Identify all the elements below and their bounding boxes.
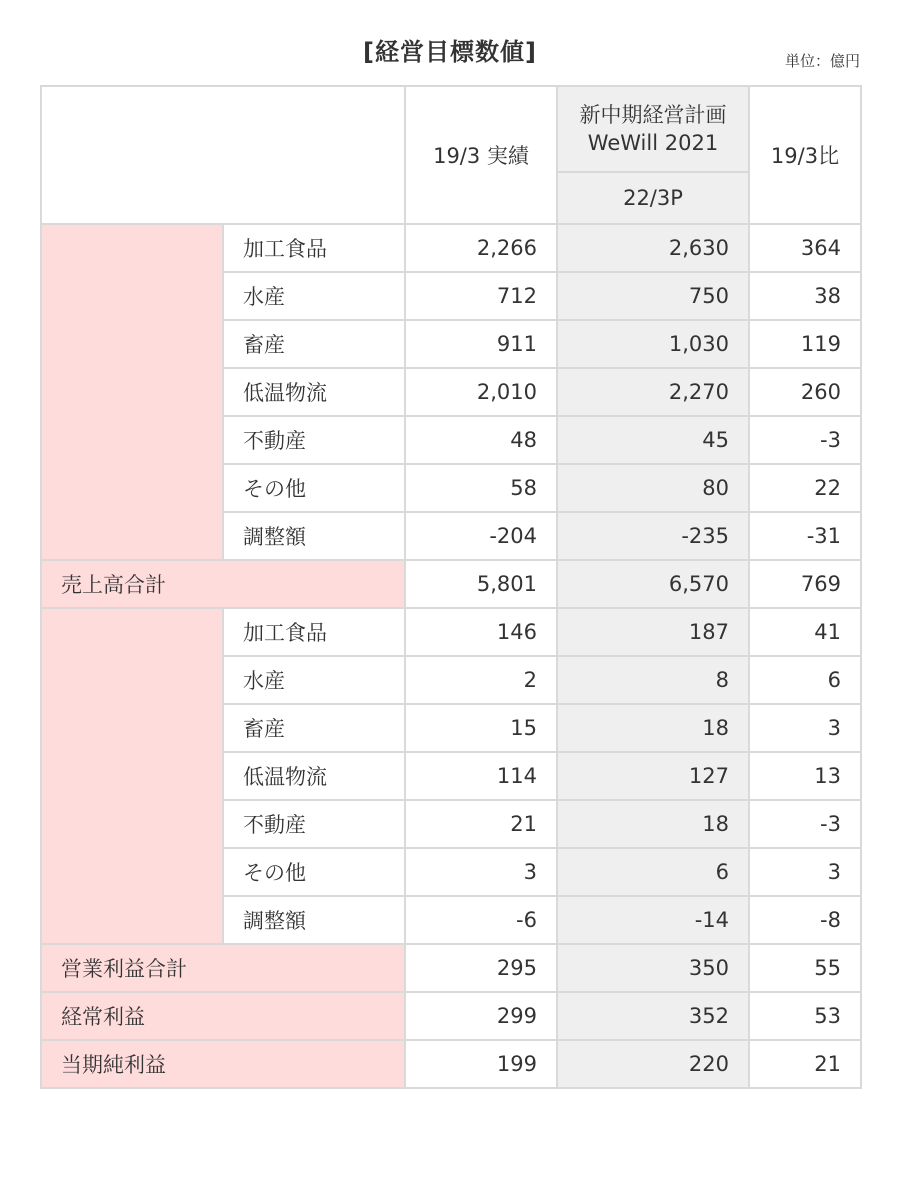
row-plan: 80 [557, 464, 749, 512]
row-label: 不動産 [223, 800, 405, 848]
row-plan: 187 [557, 608, 749, 656]
row-actual: 114 [405, 752, 557, 800]
row-label: 畜産 [223, 704, 405, 752]
row-actual: 48 [405, 416, 557, 464]
row-diff: 6 [749, 656, 861, 704]
row-actual: 146 [405, 608, 557, 656]
row-diff: 364 [749, 224, 861, 272]
op-total-row [41, 944, 861, 992]
header-plan-sub: 22/3P [557, 172, 749, 224]
row-plan: 2,270 [557, 368, 749, 416]
net-label: 当期純利益 [41, 1040, 405, 1088]
row-plan: 2,630 [557, 224, 749, 272]
row-label: 調整額 [223, 896, 405, 944]
row-label: 水産 [223, 656, 405, 704]
header-row [41, 86, 861, 172]
row-diff: 3 [749, 704, 861, 752]
row-label: 畜産 [223, 320, 405, 368]
ordinary-plan: 352 [557, 992, 749, 1040]
header-plan-title [557, 86, 749, 172]
row-diff: 260 [749, 368, 861, 416]
sales-total-row [41, 560, 861, 608]
row-label: 水産 [223, 272, 405, 320]
ordinary-diff: 53 [749, 992, 861, 1040]
row-actual: 911 [405, 320, 557, 368]
sales-group-cell [41, 224, 223, 560]
sales-total-plan: 6,570 [557, 560, 749, 608]
row-actual: 3 [405, 848, 557, 896]
row-actual: 21 [405, 800, 557, 848]
row-plan: 127 [557, 752, 749, 800]
row-actual: -6 [405, 896, 557, 944]
row-actual: -204 [405, 512, 557, 560]
row-actual: 712 [405, 272, 557, 320]
row-diff: 41 [749, 608, 861, 656]
row-diff: -8 [749, 896, 861, 944]
row-actual: 2,010 [405, 368, 557, 416]
row-plan: 6 [557, 848, 749, 896]
row-diff: 119 [749, 320, 861, 368]
ordinary-row [41, 992, 861, 1040]
row-diff: -3 [749, 800, 861, 848]
row-label: その他 [223, 848, 405, 896]
row-actual: 58 [405, 464, 557, 512]
header-blank-cell [41, 86, 405, 224]
row-label: 加工食品 [223, 224, 405, 272]
sales-total-label: 売上高合計 [41, 560, 405, 608]
op-group-cell [41, 608, 223, 944]
row-diff: 22 [749, 464, 861, 512]
row-actual: 2 [405, 656, 557, 704]
sales-total-diff: 769 [749, 560, 861, 608]
row-plan: -235 [557, 512, 749, 560]
row-plan: -14 [557, 896, 749, 944]
table-row [41, 608, 861, 656]
ordinary-label: 経常利益 [41, 992, 405, 1040]
row-diff: 13 [749, 752, 861, 800]
header-actual: 19/3 実績 [405, 86, 557, 224]
row-plan: 8 [557, 656, 749, 704]
row-label: 加工食品 [223, 608, 405, 656]
row-plan: 45 [557, 416, 749, 464]
row-label: その他 [223, 464, 405, 512]
table-row [41, 224, 861, 272]
header-plan-title-line1: 新中期経営計画 [579, 103, 727, 127]
net-actual: 199 [405, 1040, 557, 1088]
net-plan: 220 [557, 1040, 749, 1088]
row-diff: -3 [749, 416, 861, 464]
page-title: [経営目標数値] [363, 38, 537, 66]
row-plan: 18 [557, 704, 749, 752]
net-diff: 21 [749, 1040, 861, 1088]
op-total-diff: 55 [749, 944, 861, 992]
op-total-actual: 295 [405, 944, 557, 992]
sales-total-actual: 5,801 [405, 560, 557, 608]
unit-label: 単位：億円 [784, 52, 860, 70]
row-plan: 18 [557, 800, 749, 848]
row-actual: 2,266 [405, 224, 557, 272]
op-total-label: 営業利益合計 [41, 944, 405, 992]
row-label: 不動産 [223, 416, 405, 464]
row-plan: 750 [557, 272, 749, 320]
row-diff: 38 [749, 272, 861, 320]
op-total-plan: 350 [557, 944, 749, 992]
net-row [41, 1040, 861, 1088]
row-label: 調整額 [223, 512, 405, 560]
header-diff: 19/3比 [749, 86, 861, 224]
header-plan-title-line2: WeWill 2021 [587, 131, 719, 155]
row-label: 低温物流 [223, 752, 405, 800]
row-plan: 1,030 [557, 320, 749, 368]
ordinary-actual: 299 [405, 992, 557, 1040]
row-label: 低温物流 [223, 368, 405, 416]
targets-table [40, 85, 862, 1089]
row-actual: 15 [405, 704, 557, 752]
row-diff: 3 [749, 848, 861, 896]
row-diff: -31 [749, 512, 861, 560]
